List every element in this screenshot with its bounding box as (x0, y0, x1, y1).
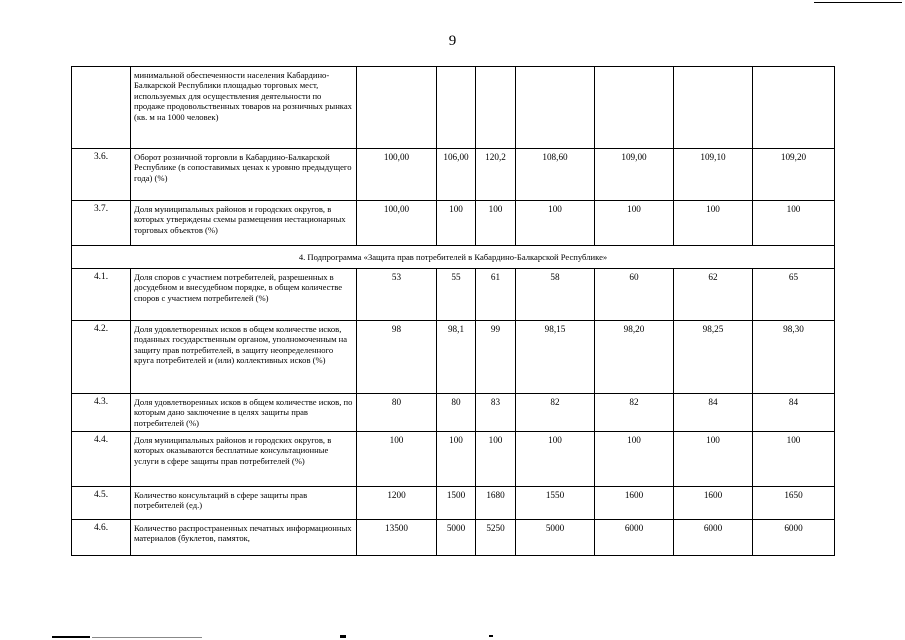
value-cell: 62 (674, 269, 753, 321)
value-cell: 6000 (674, 520, 753, 556)
top-rule (814, 2, 902, 3)
value-cell: 100 (595, 432, 674, 487)
value-cell: 1500 (437, 487, 476, 520)
indicator-name: Доля муниципальных районов и городских округов, в которых оказываются бесплатные консультационные услуги в сфере защиты прав потребителей (%) (131, 432, 357, 487)
table-row (72, 520, 835, 556)
value-cell: 100 (516, 432, 595, 487)
value-cell: 100 (357, 432, 437, 487)
table-row (72, 432, 835, 487)
indicator-name: Количество распространенных печатных информационных материалов (буклетов, памяток, (131, 520, 357, 556)
indicator-name: Доля удовлетворенных исков в общем количестве исков, по которым дано заключение в целях защиты прав потребителей (%) (131, 394, 357, 432)
value-cell (476, 67, 516, 149)
value-cell (437, 67, 476, 149)
value-cell: 80 (357, 394, 437, 432)
indicators-table (71, 66, 835, 556)
row-number: 4.6. (72, 520, 131, 556)
value-cell: 60 (595, 269, 674, 321)
value-cell: 1200 (357, 487, 437, 520)
value-cell: 5250 (476, 520, 516, 556)
value-cell: 100 (476, 201, 516, 246)
value-cell: 100 (476, 432, 516, 487)
indicator-name: Оборот розничной торговли в Кабардино-Балкарской Республике (в сопоставимых ценах к уровню предыдущего года) (%) (131, 149, 357, 201)
value-cell: 5000 (437, 520, 476, 556)
value-cell: 53 (357, 269, 437, 321)
value-cell: 13500 (357, 520, 437, 556)
row-number: 4.5. (72, 487, 131, 520)
value-cell: 109,20 (753, 149, 835, 201)
value-cell: 100 (753, 201, 835, 246)
value-cell: 1550 (516, 487, 595, 520)
value-cell: 5000 (516, 520, 595, 556)
value-cell: 98,15 (516, 321, 595, 394)
value-cell: 100 (753, 432, 835, 487)
value-cell: 98,20 (595, 321, 674, 394)
value-cell: 98,1 (437, 321, 476, 394)
table-row (72, 149, 835, 201)
value-cell: 100,00 (357, 201, 437, 246)
value-cell (516, 67, 595, 149)
value-cell: 120,2 (476, 149, 516, 201)
value-cell: 108,60 (516, 149, 595, 201)
value-cell: 84 (753, 394, 835, 432)
value-cell: 109,10 (674, 149, 753, 201)
table-row (72, 487, 835, 520)
row-number (72, 67, 131, 149)
value-cell: 1650 (753, 487, 835, 520)
value-cell: 1600 (595, 487, 674, 520)
table-row (72, 394, 835, 432)
bottom-scan-marks (0, 628, 905, 640)
value-cell: 98,25 (674, 321, 753, 394)
value-cell: 100 (437, 201, 476, 246)
value-cell (357, 67, 437, 149)
value-cell (753, 67, 835, 149)
row-number: 4.4. (72, 432, 131, 487)
value-cell: 6000 (595, 520, 674, 556)
value-cell: 84 (674, 394, 753, 432)
value-cell: 80 (437, 394, 476, 432)
value-cell: 55 (437, 269, 476, 321)
section-title: 4. Подпрограмма «Защита прав потребителей в Кабардино-Балкарской Республике» (72, 246, 835, 269)
value-cell: 98,30 (753, 321, 835, 394)
value-cell: 100 (674, 201, 753, 246)
table-row (72, 321, 835, 394)
value-cell: 83 (476, 394, 516, 432)
row-number: 3.7. (72, 201, 131, 246)
row-number: 3.6. (72, 149, 131, 201)
row-number: 4.1. (72, 269, 131, 321)
value-cell: 1600 (674, 487, 753, 520)
value-cell: 6000 (753, 520, 835, 556)
page-number: 9 (448, 33, 457, 49)
value-cell: 106,00 (437, 149, 476, 201)
table-row (72, 201, 835, 246)
value-cell: 100 (516, 201, 595, 246)
value-cell: 109,00 (595, 149, 674, 201)
value-cell: 100 (674, 432, 753, 487)
value-cell (674, 67, 753, 149)
value-cell: 100,00 (357, 149, 437, 201)
indicator-name: Доля удовлетворенных исков в общем количестве исков, поданных государственным органом, уполномоченным на защиту прав потребителей, в защиту неопределенного круга потребителей и (или) коллективных исков (%) (131, 321, 357, 394)
value-cell (595, 67, 674, 149)
value-cell: 100 (437, 432, 476, 487)
value-cell: 65 (753, 269, 835, 321)
value-cell: 61 (476, 269, 516, 321)
row-number: 4.2. (72, 321, 131, 394)
section-row (72, 246, 835, 269)
indicator-name: Доля споров с участием потребителей, разрешенных в досудебном и внесудебном порядке, в общем количестве споров с участием потребителей (%) (131, 269, 357, 321)
value-cell: 100 (595, 201, 674, 246)
table-body (72, 67, 835, 556)
value-cell: 98 (357, 321, 437, 394)
value-cell: 1680 (476, 487, 516, 520)
table-row (72, 269, 835, 321)
table-row (72, 67, 835, 149)
value-cell: 58 (516, 269, 595, 321)
value-cell: 99 (476, 321, 516, 394)
indicator-name: минимальной обеспеченности населения Кабардино-Балкарской Республики площадью торговых мест, используемых для осуществления деятельности по продаже продовольственных товаров на розничных рынках (кв. м на 1000 человек) (131, 67, 357, 149)
value-cell: 82 (516, 394, 595, 432)
indicator-name: Количество консультаций в сфере защиты прав потребителей (ед.) (131, 487, 357, 520)
value-cell: 82 (595, 394, 674, 432)
indicator-name: Доля муниципальных районов и городских округов, в которых утверждены схемы размещения нестационарных торговых объектов (%) (131, 201, 357, 246)
row-number: 4.3. (72, 394, 131, 432)
